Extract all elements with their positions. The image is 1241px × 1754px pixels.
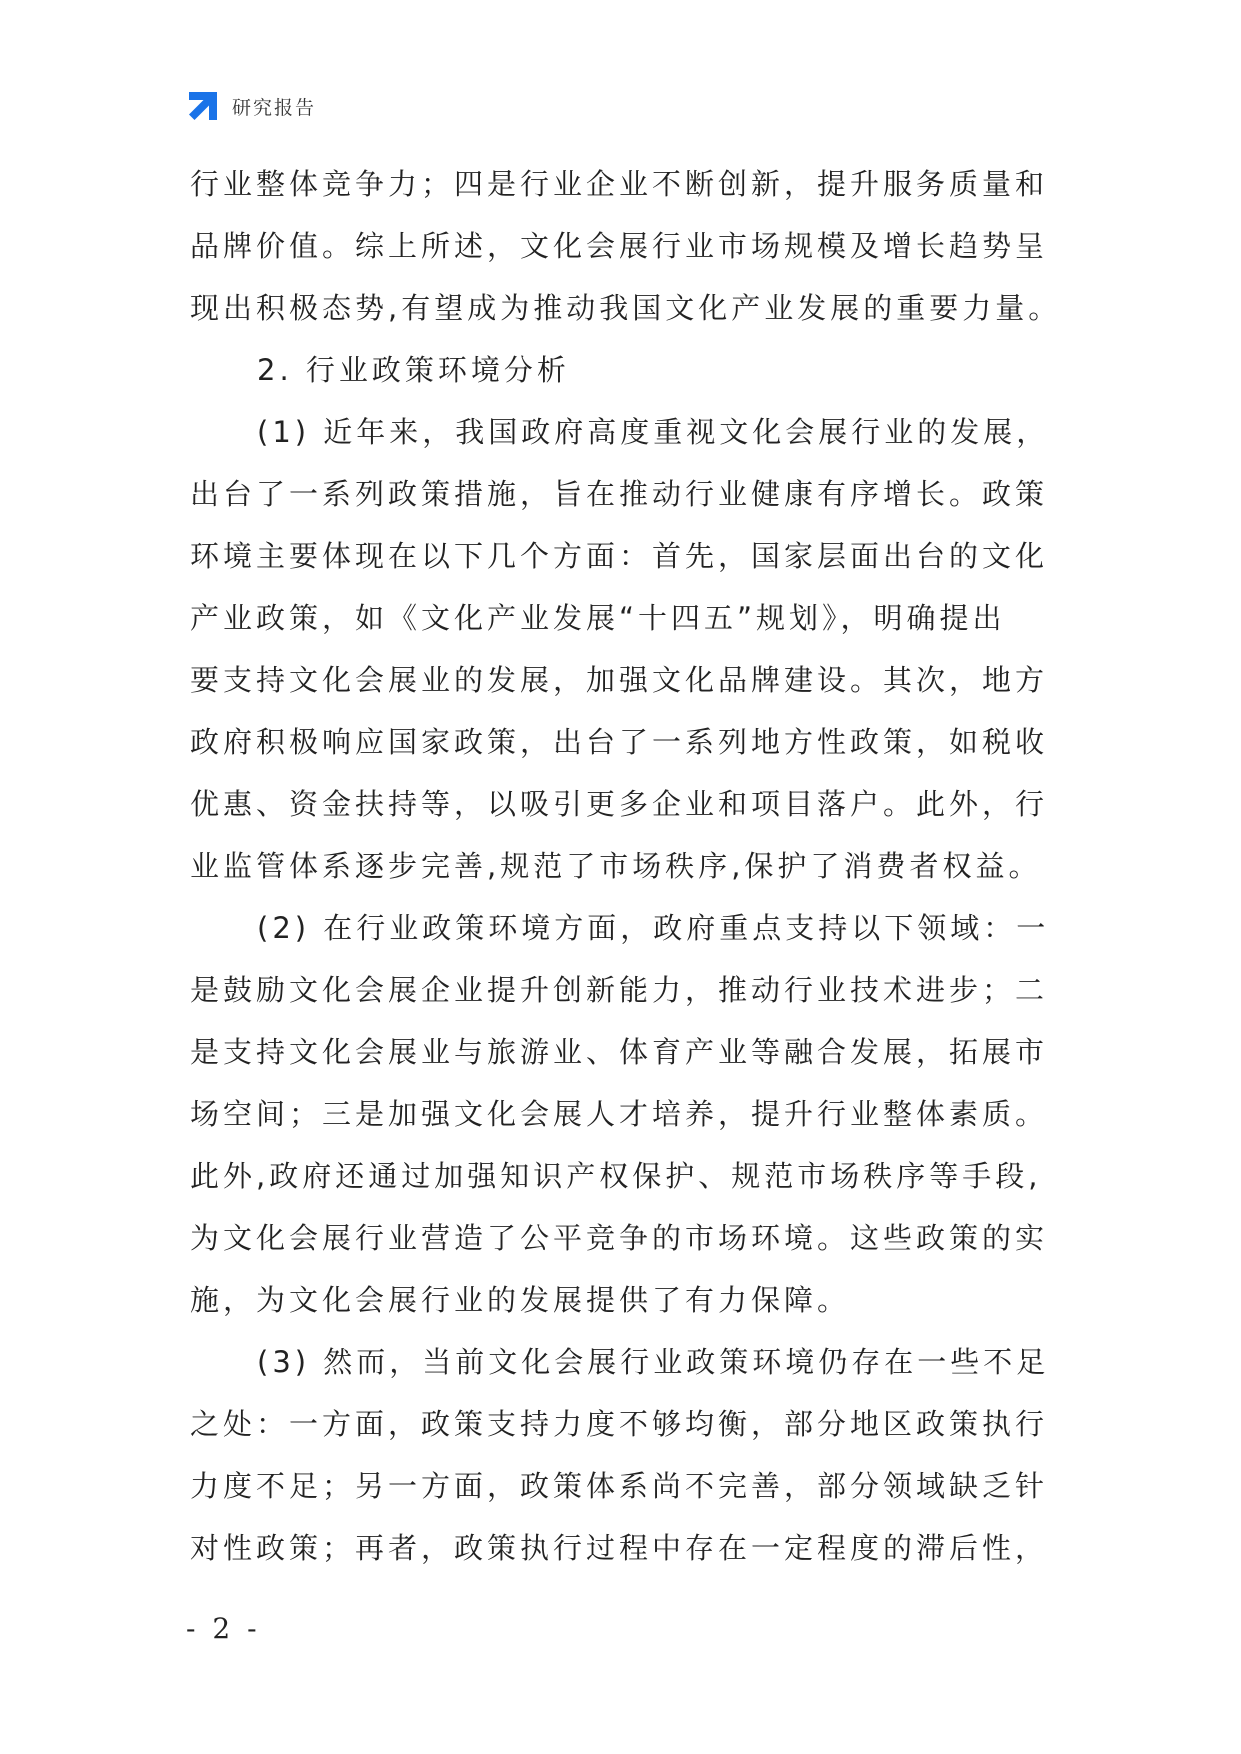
body-line: 是支持文化会展业与旅游业、体育产业等融合发展，拓展市 <box>190 1035 1049 1069</box>
body-line: 要支持文化会展业的发展，加强文化品牌建设。其次，地方 <box>190 663 1049 697</box>
body-line: 为文化会展行业营造了公平竞争的市场环境。这些政策的实 <box>190 1221 1049 1255</box>
body-line: 对性政策；再者，政策执行过程中存在一定程度的滞后性， <box>190 1531 1049 1565</box>
body-line: 产业政策，如《文化产业发展“十四五”规划》，明确提出 <box>190 601 1006 635</box>
body-line: 场空间；三是加强文化会展人才培养，提升行业整体素质。 <box>190 1097 1049 1131</box>
body-line: 出台了一系列政策措施，旨在推动行业健康有序增长。政策 <box>190 477 1049 511</box>
section-heading: 2. 行业政策环境分析 <box>257 353 570 387</box>
body-line: 政府积极响应国家政策，出台了一系列地方性政策，如税收 <box>190 725 1049 759</box>
body-line: 力度不足；另一方面，政策体系尚不完善，部分领域缺乏针 <box>190 1469 1049 1503</box>
body-line: 此外,政府还通过加强知识产权保护、规范市场秩序等手段, <box>190 1159 1042 1193</box>
body-line: 之处：一方面，政策支持力度不够均衡，部分地区政策执行 <box>190 1407 1049 1441</box>
arrow-up-right-icon <box>186 89 220 123</box>
body-line: 优惠、资金扶持等，以吸引更多企业和项目落户。此外，行 <box>190 787 1049 821</box>
page-number: - 2 - <box>186 1612 261 1645</box>
header-title: 研究报告 <box>232 96 317 119</box>
paragraph-2-start: (2) 在行业政策环境方面，政府重点支持以下领域：一 <box>257 911 1050 945</box>
body-line: 业监管体系逐步完善,规范了市场秩序,保护了消费者权益。 <box>190 849 1042 883</box>
body-line: 是鼓励文化会展企业提升创新能力，推动行业技术进步；二 <box>190 973 1049 1007</box>
report-header <box>186 88 316 124</box>
body-line: 行业整体竞争力；四是行业企业不断创新，提升服务质量和 <box>190 167 1049 201</box>
document-body <box>190 153 1070 1579</box>
body-line: 现出积极态势,有望成为推动我国文化产业发展的重要力量。 <box>190 291 1062 325</box>
body-line: 品牌价值。综上所述，文化会展行业市场规模及增长趋势呈 <box>190 229 1049 263</box>
paragraph-1-start: (1) 近年来，我国政府高度重视文化会展行业的发展， <box>257 415 1050 449</box>
body-line: 环境主要体现在以下几个方面：首先，国家层面出台的文化 <box>190 539 1049 573</box>
paragraph-3-start: (3) 然而，当前文化会展行业政策环境仍存在一些不足 <box>257 1345 1050 1379</box>
body-line: 施，为文化会展行业的发展提供了有力保障。 <box>190 1283 851 1317</box>
